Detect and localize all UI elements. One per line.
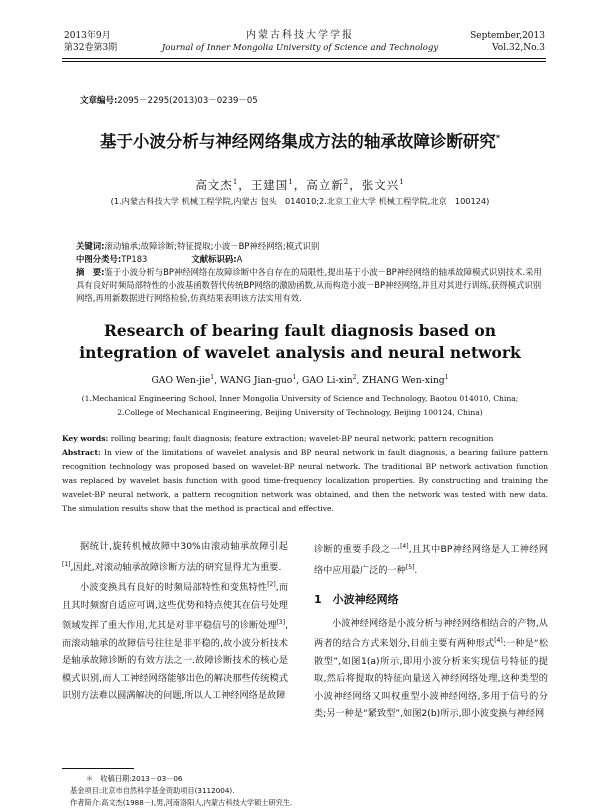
citation-ref: [2]: [267, 581, 276, 589]
body-text: ,因此,对滚动轴承故障诊断方法的研究显得尤为重要.: [70, 561, 282, 573]
author-en: ZHANG Wen-xing: [362, 375, 445, 387]
affiliation-cn: (1.内蒙古科技大学 机械工程学院,内蒙古 包头 014010;2.北京工业大学 机械工程学院,北京 100124): [110, 196, 490, 206]
class-no-label: 中图分类号:: [76, 254, 122, 264]
body-column-left: [62, 538, 288, 705]
authors-en: GAO Wen-jie$^1$, WANG Jian-guo$^1$, GAO Li-xin$^2$, ZHANG Wen-xing$^1$: [151, 374, 449, 387]
doc-code-value: A: [236, 254, 243, 264]
title-footnote-mark: *: [495, 133, 501, 143]
body-text: ,而且其时频窗自适应可调,这些优势和特点使其在信号处理领域发挥了重大作用,尤其是对非平稳信号的诊断处理: [62, 582, 289, 632]
keywords-cn: [76, 240, 546, 253]
keywords-cn-text: 滚动轴承;故障诊断;特征提取;小波－BP神经网络;模式识别: [104, 241, 320, 251]
header-left: [64, 30, 117, 54]
article-number: [80, 94, 258, 106]
body-text: ,而滚动轴承的故障信号往往是非平稳的,故小波分析技术是轴承故障诊断的有效方法之一.故障诊断技术的核心是模式识别,而人工神经网络能够出色的解决那些传统模式识别方法难以圆满解决的问题,所以人工神经网络是故障: [62, 620, 288, 702]
keywords-en-label: Key words:: [62, 434, 109, 443]
class-no-value: TP183: [121, 254, 148, 264]
author-separator: ，: [349, 178, 362, 192]
author-cn: 张文兴: [361, 178, 400, 192]
author-cn: 高文杰: [195, 178, 233, 192]
citation-ref: [3]: [276, 619, 286, 627]
author-sup: 1: [232, 178, 239, 187]
title-cn-text: 基于小波分析与神经网络集成方法的轴承故障诊断研究: [99, 132, 496, 151]
keywords-en: [62, 432, 548, 446]
keywords-cn-label: 关键词:: [76, 241, 105, 251]
body-paragraph: [62, 538, 288, 576]
body-text: 据统计,旋转机械故障中30%由滚动轴承故障引起: [80, 541, 288, 552]
footnote-author-bio: 作者简介:高文杰(1988－),男,河南洛阳人,内蒙古科技大学硕士研究生.: [70, 798, 293, 807]
issue-volume-cn: 第32卷第3期: [64, 43, 118, 53]
abstract-cn-text: 鉴于小波分析与BP神经网络在故障诊断中各自存在的局限性,提出基于小波－BP神经网络的轴承故障模式识别技术.采用具有良好时频局部特性的小波基函数替代传统BP网络的激励函数,从而构造小波－BP神经网络,并且对其进行训练,获得模式识别网络,再用新数据进行网络检验,仿真结果表明该方法实用有效.: [76, 267, 542, 303]
header-right: [470, 30, 545, 54]
keywords-en-text: rolling bearing; fault diagnosis; feature extraction; wavelet-BP neural network; pattern recognition: [110, 434, 494, 443]
body-text: 诊断的重要手段之一: [314, 544, 401, 556]
abstract-cn: [76, 266, 546, 305]
author-sup: 1: [292, 374, 297, 381]
body-text: ,且其中BP神经网络是人工神经网络中应用最广泛的一种: [314, 544, 549, 576]
footnote-rule: [62, 768, 134, 769]
issue-volume-en: Vol.32,No.3: [492, 43, 545, 53]
author-sup: 1: [288, 178, 294, 187]
title-en-line: integration of wavelet analysis and neural network: [79, 343, 521, 362]
citation-ref: [4]: [400, 543, 409, 550]
issue-date-cn: 2013年9月: [64, 31, 111, 41]
citation-ref: [1]: [62, 560, 71, 568]
author-sup: 2: [343, 178, 350, 187]
header-rule-thin: [62, 61, 546, 62]
footnote-received: ＊ 收稿日期:2013－03－06: [86, 774, 183, 783]
author-sup: 2: [352, 374, 357, 381]
abstract-cn-label: 摘 要:: [76, 267, 105, 277]
author-sup: 1: [444, 374, 449, 381]
body-paragraph: [62, 576, 288, 705]
body-column-right: [314, 538, 548, 723]
author-en: GAO Wen-jie: [151, 375, 211, 387]
body-text: 小波神经网络是小波分析与神经网络相结合的产物,从两者的结合方式来划分,目前主要有两种形式: [314, 617, 548, 650]
author-en: GAO Li-xin: [302, 375, 353, 387]
body-text: :一种是“松散型”,如图1(a)所示,即用小波分析来实现信号特征的提取,然后将提取的特征向量送入神经网络处理,这种类型的小波神经网络又叫权重型小波神经网络,多用于信号的分类;另一种是“紧致型”,如图2(b)所示,即小波变换与神经网: [314, 638, 549, 720]
title-en-line: Research of bearing fault diagnosis based on: [103, 321, 497, 340]
body-paragraph: [314, 538, 548, 579]
body-paragraph: [314, 615, 548, 723]
citation-ref: [4]: [494, 637, 503, 645]
footnote-funding: 基金项目:北京市自然科学基金资助项目(3112004).: [70, 786, 235, 795]
doc-code-label: 文献标识码:: [191, 254, 237, 264]
header-center: [150, 30, 450, 54]
journal-name-en: Journal of Inner Mongolia University of Science and Technology: [161, 43, 439, 53]
abstract-en-text: In view of the limitations of wavelet analysis and BP neural network in fault diagnosis, a bearing failure pattern recognition technology was proposed based on wavelet-BP neural network. The traditional BP network activation function was replaced by wavelet basis function with good time-frequency localization properties. By constructing and training the wavelet-BP neural network, a pattern recognition network was obtained, and then the network was tested with new data. The simulation results show that the method is practical and effective.: [62, 448, 548, 513]
section-heading: 1 小波神经网络: [314, 593, 399, 607]
abstract-en-label: Abstract:: [62, 448, 101, 457]
author-cn: 王建国: [250, 178, 289, 192]
article-number-value: 2095－2295(2013)03－0239－05: [117, 96, 258, 106]
issue-date-en: September,2013: [470, 31, 545, 41]
author-sup: 1: [210, 374, 215, 381]
affiliation-en-line: 2.College of Mechanical Engineering, Beijing University of Technology, Beijing 100124, China): [117, 408, 483, 417]
author-sup: 1: [399, 178, 405, 187]
affiliation-en: [0, 392, 600, 420]
title-en: [0, 320, 600, 364]
citation-ref: [5]: [405, 563, 415, 571]
classification: [76, 253, 546, 266]
abstract-en: [62, 446, 548, 516]
header-rule-thick: [62, 58, 546, 59]
author-separator: ，: [293, 178, 307, 192]
body-text: 小波变换具有良好的时频局部特性和变焦特性: [80, 582, 268, 594]
author-separator: ，: [238, 178, 251, 192]
author-en: WANG Jian-guo: [219, 375, 293, 387]
body-text: .: [414, 564, 418, 576]
affiliation-en-line: (1.Mechanical Engineering School, Inner Mongolia University of Science and Technology, Baotou 014010, China;: [81, 394, 519, 403]
journal-name-cn: 内蒙古科技大学学报: [246, 30, 354, 41]
authors-cn: [0, 177, 600, 193]
title-cn: [0, 128, 600, 152]
author-cn: 高立新: [306, 178, 344, 192]
article-number-label: 文章编号:: [80, 96, 118, 106]
